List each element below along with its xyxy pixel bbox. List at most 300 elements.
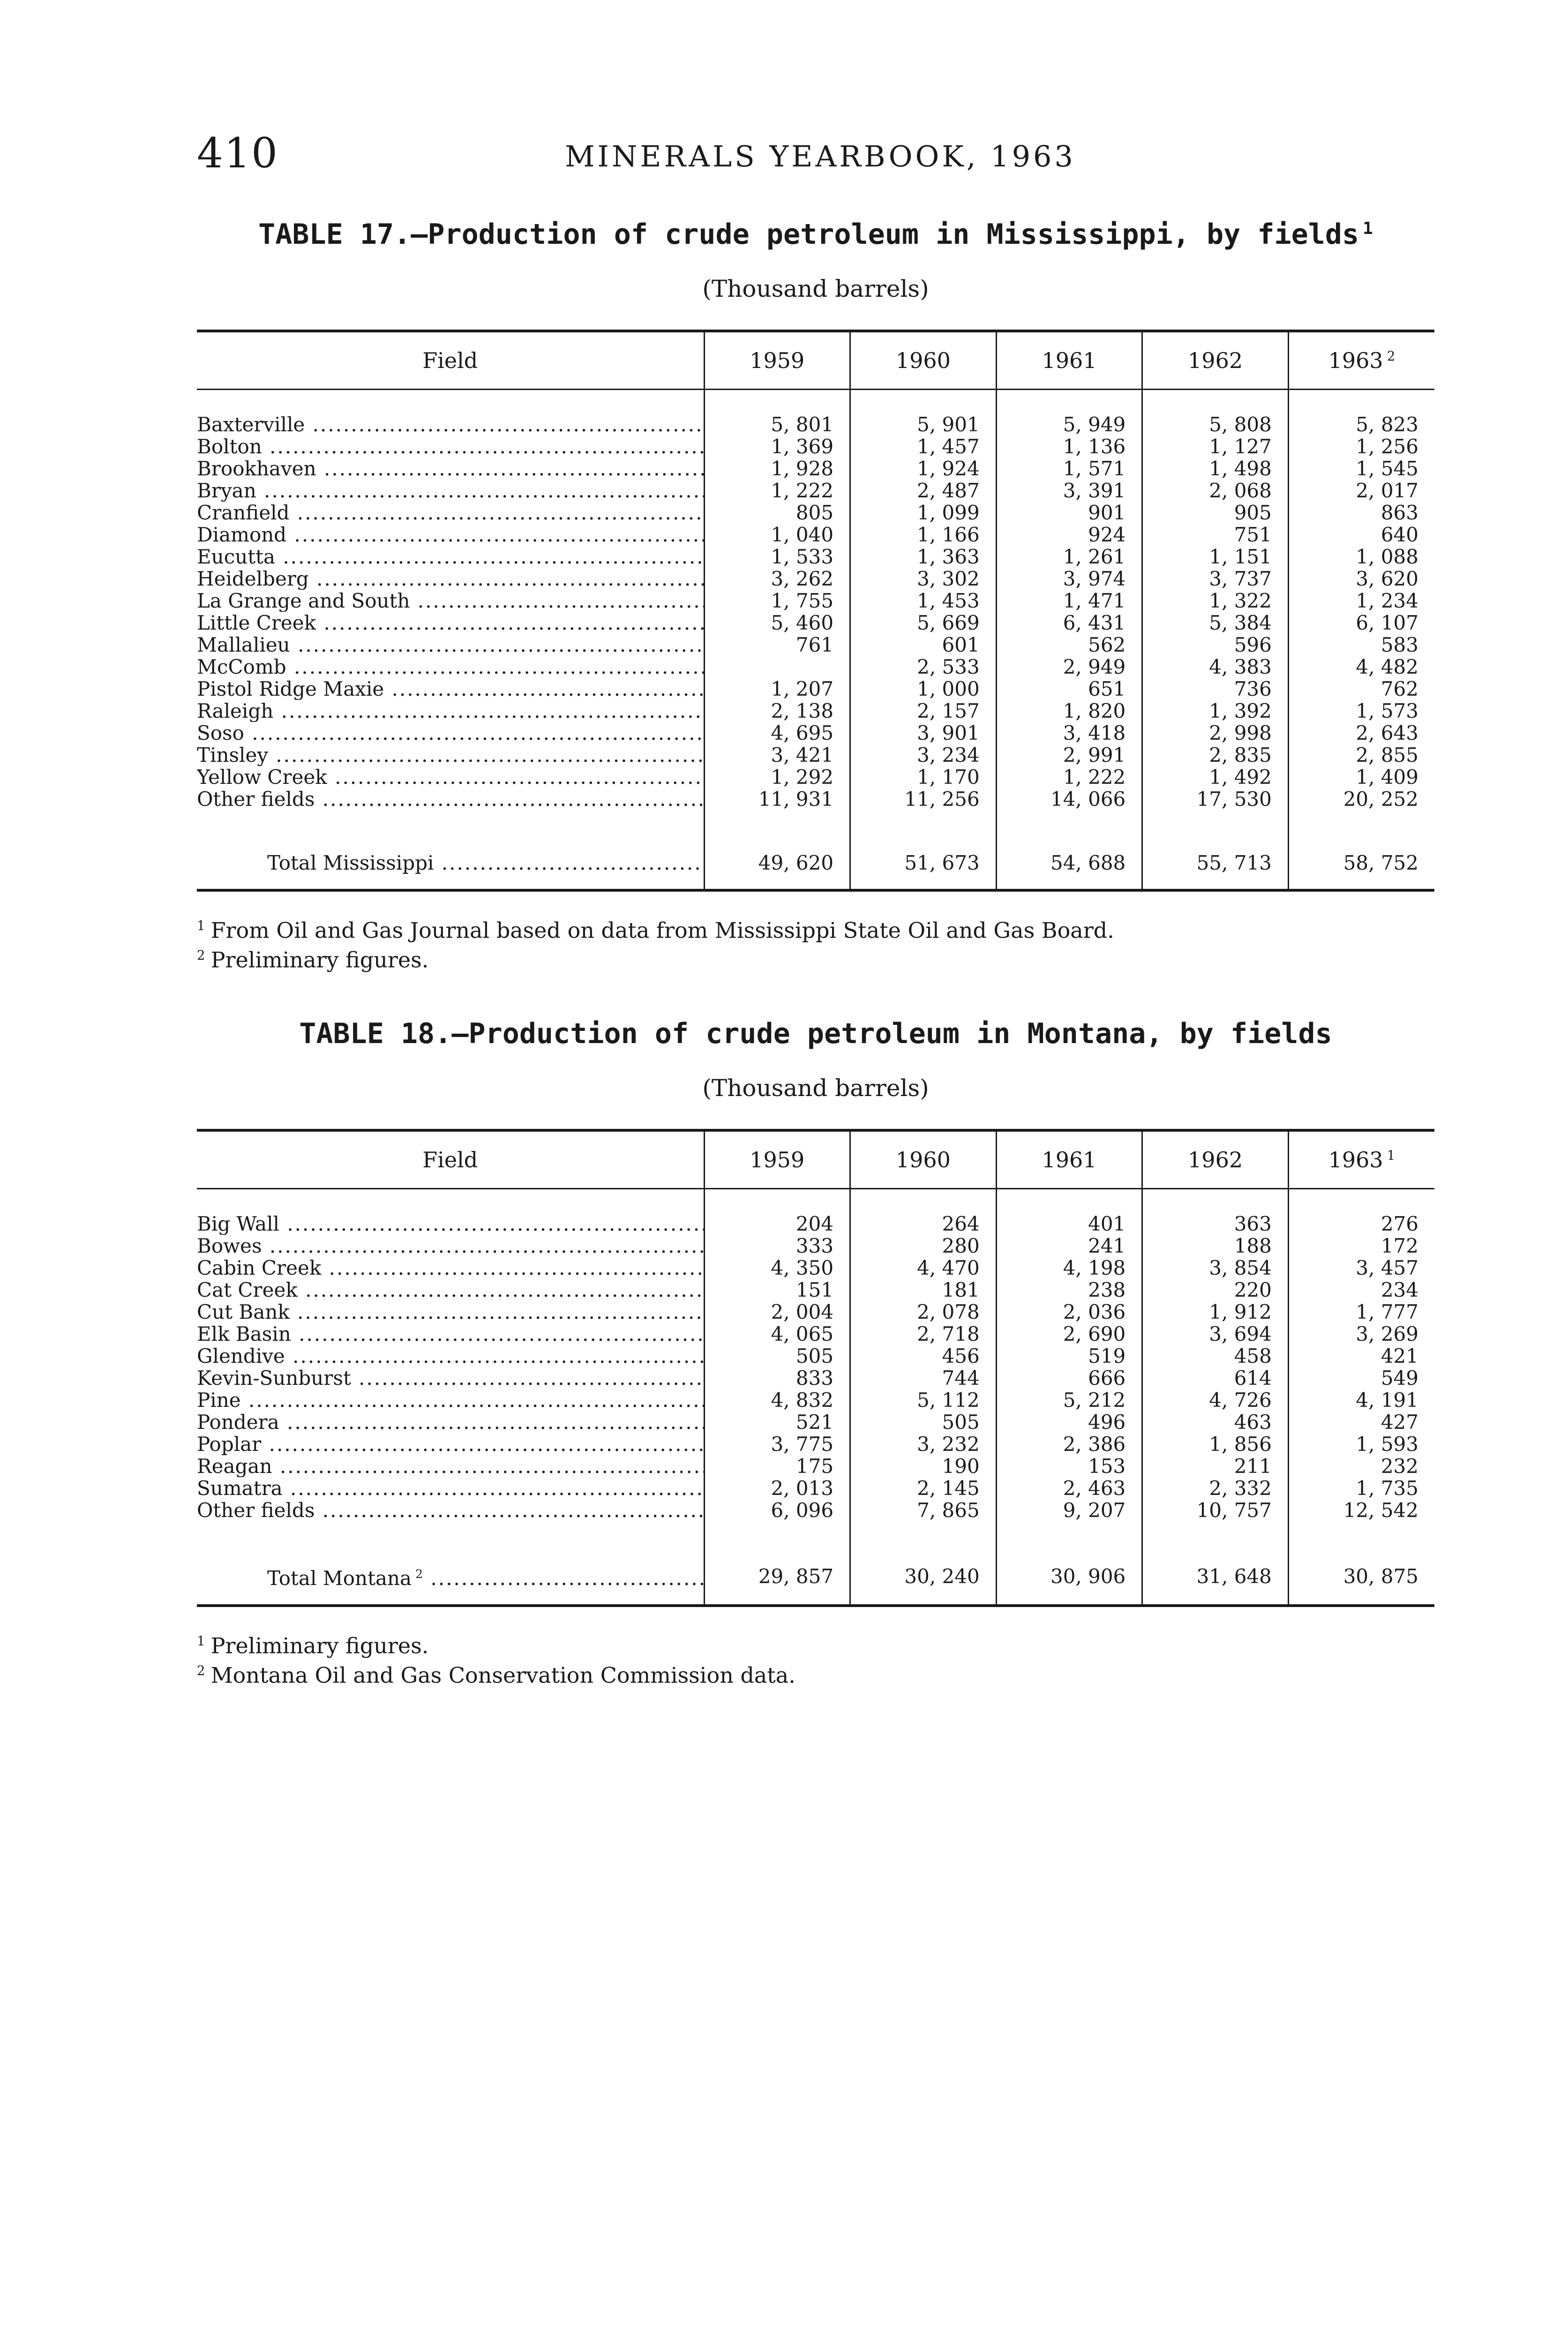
- field-name: Pondera .....: [197, 1411, 704, 1433]
- value-cell: 9, 207: [996, 1499, 1142, 1521]
- value-cell: 11, 931: [704, 788, 850, 810]
- table-row: [197, 1455, 1434, 1477]
- value-cell: 238: [996, 1279, 1142, 1301]
- value-cell: 2, 643: [1288, 722, 1434, 744]
- field-name: Mallalieu .....: [197, 634, 704, 656]
- field-name: Heidelberg .....: [197, 568, 704, 590]
- field-name: Bryan .....: [197, 480, 704, 502]
- value-cell: 2, 690: [996, 1323, 1142, 1345]
- table-17-body: [197, 390, 1434, 891]
- value-cell: 2, 036: [996, 1301, 1142, 1323]
- field-name: Other fields .....: [197, 788, 704, 810]
- field-name-cell: [197, 480, 704, 502]
- value-cell: 3, 620: [1288, 568, 1434, 590]
- table-row: [197, 436, 1434, 458]
- total-value-cell: 51, 673: [850, 837, 997, 890]
- table-18: [197, 1129, 1434, 1607]
- value-cell: 3, 694: [1142, 1323, 1289, 1345]
- footnote: [197, 943, 1434, 972]
- value-cell: 1, 151: [1142, 546, 1289, 568]
- table-row: [197, 700, 1434, 722]
- footnote-mark: 1: [197, 918, 205, 933]
- value-cell: 463: [1142, 1411, 1289, 1433]
- value-cell: 4, 695: [704, 722, 850, 744]
- field-name-cell: [197, 1279, 704, 1301]
- value-cell: 3, 302: [850, 568, 997, 590]
- value-cell: 188: [1142, 1235, 1289, 1257]
- column-header-1960: 1960: [850, 331, 997, 390]
- value-cell: 4, 350: [704, 1257, 850, 1279]
- table-17-title: [197, 218, 1434, 251]
- value-cell: 1, 924: [850, 458, 997, 480]
- column-header-1959: 1959: [704, 1130, 850, 1189]
- table-18-footnotes: [197, 1629, 1434, 1688]
- value-cell: 1, 222: [996, 766, 1142, 788]
- field-name-cell: [197, 1411, 704, 1433]
- column-header-1961: 1961: [996, 1130, 1142, 1189]
- field-name-cell: [197, 458, 704, 480]
- value-cell: 333: [704, 1235, 850, 1257]
- field-name-cell: [197, 590, 704, 612]
- value-cell: 456: [850, 1345, 997, 1367]
- value-cell: 1, 777: [1288, 1301, 1434, 1323]
- total-row: [197, 1548, 1434, 1606]
- value-cell: 1, 471: [996, 590, 1142, 612]
- field-name: Bolton .....: [197, 436, 704, 458]
- table-row: [197, 1301, 1434, 1323]
- value-cell: 3, 262: [704, 568, 850, 590]
- table-18-title: TABLE 18.—Production of crude petroleum in Montana, by fields: [299, 1017, 1332, 1050]
- field-name-cell: [197, 524, 704, 546]
- value-cell: 1, 755: [704, 590, 850, 612]
- field-name-cell: [197, 678, 704, 700]
- field-name-cell: [197, 722, 704, 744]
- value-cell: 10, 757: [1142, 1499, 1289, 1521]
- table-row: [197, 634, 1434, 656]
- table-17-title-text: TABLE 17.—Production of crude petroleum in Mississippi, by fields: [258, 218, 1359, 251]
- value-cell: 172: [1288, 1235, 1434, 1257]
- total-label-cell: [197, 837, 704, 890]
- field-name-cell: [197, 1367, 704, 1389]
- table-row: [197, 590, 1434, 612]
- value-cell: 2, 487: [850, 480, 997, 502]
- value-cell: 3, 854: [1142, 1257, 1289, 1279]
- field-name: Elk Basin .....: [197, 1323, 704, 1345]
- value-cell: 1, 369: [704, 436, 850, 458]
- value-cell: 3, 421: [704, 744, 850, 766]
- field-name-cell: [197, 700, 704, 722]
- value-cell: 421: [1288, 1345, 1434, 1367]
- value-cell: 2, 949: [996, 656, 1142, 678]
- table-row: [197, 656, 1434, 678]
- value-cell: 1, 492: [1142, 766, 1289, 788]
- value-cell: 1, 000: [850, 678, 997, 700]
- total-label-mark: 2: [415, 1567, 423, 1581]
- table-18-subtitle: (Thousand barrels): [702, 1074, 929, 1102]
- value-cell: 458: [1142, 1345, 1289, 1367]
- value-cell: 1, 820: [996, 700, 1142, 722]
- value-cell: 1, 912: [1142, 1301, 1289, 1323]
- column-header-1959: 1959: [704, 331, 850, 390]
- total-value-cell: 30, 906: [996, 1548, 1142, 1606]
- table-row: [197, 1499, 1434, 1521]
- table-row: [197, 1477, 1434, 1499]
- value-cell: 805: [704, 502, 850, 524]
- table-17-title-footnote-mark: 1: [1363, 219, 1373, 238]
- table-row: [197, 744, 1434, 766]
- value-cell: 5, 112: [850, 1389, 997, 1411]
- value-cell: 833: [704, 1367, 850, 1389]
- value-cell: 4, 726: [1142, 1389, 1289, 1411]
- value-cell: 2, 157: [850, 700, 997, 722]
- value-cell: 2, 004: [704, 1301, 850, 1323]
- table-row: [197, 1411, 1434, 1433]
- value-cell: 2, 386: [996, 1433, 1142, 1455]
- field-name: Pine .....: [197, 1389, 704, 1411]
- field-name-cell: [197, 1345, 704, 1367]
- value-cell: 5, 801: [704, 413, 850, 436]
- value-cell: 736: [1142, 678, 1289, 700]
- total-value-cell: 30, 875: [1288, 1548, 1434, 1606]
- value-cell: 3, 269: [1288, 1323, 1434, 1345]
- field-name-cell: [197, 612, 704, 634]
- value-cell: 3, 457: [1288, 1257, 1434, 1279]
- column-header-1962: 1962: [1142, 1130, 1289, 1189]
- value-cell: 762: [1288, 678, 1434, 700]
- value-cell: 901: [996, 502, 1142, 524]
- total-value-cell: 49, 620: [704, 837, 850, 890]
- field-name: Poplar .....: [197, 1433, 704, 1455]
- value-cell: 1, 545: [1288, 458, 1434, 480]
- value-cell: 1, 533: [704, 546, 850, 568]
- value-cell: 1, 099: [850, 502, 997, 524]
- column-header-1963-mark: 1: [1387, 1147, 1395, 1163]
- table-row: [197, 524, 1434, 546]
- table-row: [197, 612, 1434, 634]
- value-cell: 2, 013: [704, 1477, 850, 1499]
- field-name-cell: [197, 546, 704, 568]
- field-name: Other fields .....: [197, 1499, 704, 1521]
- total-label-text: Total Montana: [267, 1567, 412, 1590]
- value-cell: [704, 656, 850, 678]
- value-cell: 1, 166: [850, 524, 997, 546]
- value-cell: 5, 460: [704, 612, 850, 634]
- field-name-cell: [197, 436, 704, 458]
- value-cell: 3, 974: [996, 568, 1142, 590]
- total-row: [197, 837, 1434, 890]
- footnote-text: From Oil and Gas Journal based on data from Mississippi State Oil and Gas Board.: [210, 917, 1114, 943]
- table-row: [197, 480, 1434, 502]
- total-value-cell: 30, 240: [850, 1548, 997, 1606]
- value-cell: 1, 292: [704, 766, 850, 788]
- value-cell: 2, 998: [1142, 722, 1289, 744]
- value-cell: 5, 823: [1288, 413, 1434, 436]
- value-cell: 666: [996, 1367, 1142, 1389]
- value-cell: 1, 593: [1288, 1433, 1434, 1455]
- value-cell: 3, 234: [850, 744, 997, 766]
- value-cell: 6, 431: [996, 612, 1142, 634]
- table-row: [197, 1345, 1434, 1367]
- value-cell: 2, 068: [1142, 480, 1289, 502]
- table-row: [197, 1323, 1434, 1345]
- value-cell: 505: [850, 1411, 997, 1433]
- value-cell: 153: [996, 1455, 1142, 1477]
- total-value-cell: 31, 648: [1142, 1548, 1289, 1606]
- field-name: Yellow Creek .....: [197, 766, 704, 788]
- column-header-1961: 1961: [996, 331, 1142, 390]
- value-cell: 151: [704, 1279, 850, 1301]
- value-cell: 1, 856: [1142, 1433, 1289, 1455]
- value-cell: 2, 718: [850, 1323, 997, 1345]
- total-label: [267, 1567, 704, 1590]
- column-header-field: Field: [197, 331, 704, 390]
- page-header: [197, 129, 1444, 190]
- value-cell: 6, 107: [1288, 612, 1434, 634]
- table-row: [197, 1235, 1434, 1257]
- table-row: [197, 1433, 1434, 1455]
- field-name-cell: [197, 413, 704, 436]
- value-cell: 1, 088: [1288, 546, 1434, 568]
- field-name-cell: [197, 1235, 704, 1257]
- value-cell: 2, 463: [996, 1477, 1142, 1499]
- footnote-mark: 2: [197, 947, 205, 963]
- total-label-text: Total Mississippi: [267, 851, 434, 874]
- table-17-footnotes: [197, 913, 1434, 973]
- table-row: [197, 766, 1434, 788]
- total-label: [267, 851, 704, 874]
- value-cell: 4, 470: [850, 1257, 997, 1279]
- value-cell: 2, 533: [850, 656, 997, 678]
- value-cell: 905: [1142, 502, 1289, 524]
- value-cell: 2, 991: [996, 744, 1142, 766]
- field-name-cell: [197, 1433, 704, 1455]
- field-name-cell: [197, 1323, 704, 1345]
- value-cell: 1, 498: [1142, 458, 1289, 480]
- value-cell: 4, 198: [996, 1257, 1142, 1279]
- value-cell: 3, 418: [996, 722, 1142, 744]
- footnote-text: Preliminary figures.: [210, 1633, 429, 1659]
- value-cell: 2, 145: [850, 1477, 997, 1499]
- total-label-cell: [197, 1548, 704, 1606]
- value-cell: 1, 207: [704, 678, 850, 700]
- table-row: [197, 722, 1434, 744]
- field-name: Diamond .....: [197, 524, 704, 546]
- value-cell: 4, 482: [1288, 656, 1434, 678]
- table-18-header-row: [197, 1130, 1434, 1189]
- table-row: [197, 458, 1434, 480]
- value-cell: 190: [850, 1455, 997, 1477]
- value-cell: 6, 096: [704, 1499, 850, 1521]
- table-row: [197, 1367, 1434, 1389]
- footnote: [197, 1658, 1434, 1688]
- value-cell: 17, 530: [1142, 788, 1289, 810]
- value-cell: 1, 256: [1288, 436, 1434, 458]
- value-cell: 5, 384: [1142, 612, 1289, 634]
- value-cell: 11, 256: [850, 788, 997, 810]
- value-cell: 1, 127: [1142, 436, 1289, 458]
- value-cell: 276: [1288, 1213, 1434, 1235]
- value-cell: 505: [704, 1345, 850, 1367]
- total-value-cell: 29, 857: [704, 1548, 850, 1606]
- value-cell: 4, 383: [1142, 656, 1289, 678]
- table-row: [197, 788, 1434, 810]
- value-cell: 2, 138: [704, 700, 850, 722]
- column-header-1963-text: 1963: [1328, 1147, 1383, 1172]
- field-name: Cat Creek .....: [197, 1279, 704, 1301]
- value-cell: 3, 775: [704, 1433, 850, 1455]
- field-name: Cut Bank .....: [197, 1301, 704, 1323]
- value-cell: 1, 261: [996, 546, 1142, 568]
- value-cell: 234: [1288, 1279, 1434, 1301]
- footnote-mark: 1: [197, 1633, 205, 1649]
- field-name-cell: [197, 1301, 704, 1323]
- value-cell: 264: [850, 1213, 997, 1235]
- running-title: MINERALS YEARBOOK, 1963: [565, 139, 1076, 173]
- field-name: Raleigh .....: [197, 700, 704, 722]
- table-row: [197, 678, 1434, 700]
- footnote: [197, 913, 1434, 943]
- field-name: Pistol Ridge Maxie .....: [197, 678, 704, 700]
- value-cell: 1, 322: [1142, 590, 1289, 612]
- table-row: [197, 1389, 1434, 1411]
- table-row: [197, 1213, 1434, 1235]
- value-cell: 1, 222: [704, 480, 850, 502]
- value-cell: 2, 332: [1142, 1477, 1289, 1499]
- value-cell: 20, 252: [1288, 788, 1434, 810]
- value-cell: 521: [704, 1411, 850, 1433]
- field-name-cell: [197, 634, 704, 656]
- field-name: Reagan .....: [197, 1455, 704, 1477]
- value-cell: 562: [996, 634, 1142, 656]
- table-18-block: [197, 1017, 1434, 1688]
- value-cell: 2, 078: [850, 1301, 997, 1323]
- field-name-cell: [197, 1455, 704, 1477]
- value-cell: 5, 949: [996, 413, 1142, 436]
- value-cell: 241: [996, 1235, 1142, 1257]
- value-cell: 924: [996, 524, 1142, 546]
- value-cell: 175: [704, 1455, 850, 1477]
- table-row: [197, 413, 1434, 436]
- column-header-1963: [1288, 331, 1434, 390]
- table-row: [197, 502, 1434, 524]
- footnote: [197, 1629, 1434, 1658]
- value-cell: 401: [996, 1213, 1142, 1235]
- table-row: [197, 1279, 1434, 1301]
- value-cell: 863: [1288, 502, 1434, 524]
- field-name: Glendive .....: [197, 1345, 704, 1367]
- value-cell: 583: [1288, 634, 1434, 656]
- value-cell: 7, 865: [850, 1499, 997, 1521]
- value-cell: 1, 392: [1142, 700, 1289, 722]
- value-cell: 744: [850, 1367, 997, 1389]
- value-cell: 1, 571: [996, 458, 1142, 480]
- value-cell: 427: [1288, 1411, 1434, 1433]
- value-cell: 12, 542: [1288, 1499, 1434, 1521]
- field-name: Soso .....: [197, 722, 704, 744]
- value-cell: 4, 832: [704, 1389, 850, 1411]
- field-name-cell: [197, 568, 704, 590]
- field-name: Cranfield .....: [197, 502, 704, 524]
- value-cell: 220: [1142, 1279, 1289, 1301]
- value-cell: 601: [850, 634, 997, 656]
- field-name: Cabin Creek .....: [197, 1257, 704, 1279]
- value-cell: 280: [850, 1235, 997, 1257]
- column-header-1960: 1960: [850, 1130, 997, 1189]
- value-cell: 204: [704, 1213, 850, 1235]
- table-17-header-row: [197, 331, 1434, 390]
- value-cell: 549: [1288, 1367, 1434, 1389]
- column-header-field: Field: [197, 1130, 704, 1189]
- field-name: Bowes .....: [197, 1235, 704, 1257]
- value-cell: 1, 136: [996, 436, 1142, 458]
- field-name-cell: [197, 744, 704, 766]
- footnote-text: Preliminary figures.: [210, 947, 429, 973]
- value-cell: 496: [996, 1411, 1142, 1433]
- column-header-1963-mark: 2: [1387, 348, 1395, 364]
- field-name-cell: [197, 1389, 704, 1411]
- value-cell: 2, 017: [1288, 480, 1434, 502]
- column-header-1963: [1288, 1130, 1434, 1189]
- value-cell: 1, 234: [1288, 590, 1434, 612]
- field-name: Baxterville .....: [197, 413, 704, 436]
- field-name-cell: [197, 1213, 704, 1235]
- field-name: Tinsley .....: [197, 744, 704, 766]
- column-header-1963-text: 1963: [1328, 348, 1383, 373]
- value-cell: 5, 669: [850, 612, 997, 634]
- column-header-1962: 1962: [1142, 331, 1289, 390]
- field-name: Sumatra .....: [197, 1477, 704, 1499]
- value-cell: 5, 901: [850, 413, 997, 436]
- field-name: Kevin-Sunburst .....: [197, 1367, 704, 1389]
- table-18-body: [197, 1189, 1434, 1606]
- field-name-cell: [197, 788, 704, 810]
- value-cell: 1, 040: [704, 524, 850, 546]
- footnote-mark: 2: [197, 1663, 205, 1679]
- value-cell: 2, 855: [1288, 744, 1434, 766]
- value-cell: 596: [1142, 634, 1289, 656]
- value-cell: 1, 409: [1288, 766, 1434, 788]
- value-cell: 651: [996, 678, 1142, 700]
- field-name-cell: [197, 1257, 704, 1279]
- field-name-cell: [197, 1477, 704, 1499]
- value-cell: 1, 928: [704, 458, 850, 480]
- value-cell: 181: [850, 1279, 997, 1301]
- value-cell: 3, 737: [1142, 568, 1289, 590]
- total-value-cell: 54, 688: [996, 837, 1142, 890]
- value-cell: 2, 835: [1142, 744, 1289, 766]
- value-cell: 363: [1142, 1213, 1289, 1235]
- value-cell: 1, 170: [850, 766, 997, 788]
- value-cell: 5, 212: [996, 1389, 1142, 1411]
- table-row: [197, 546, 1434, 568]
- value-cell: 3, 232: [850, 1433, 997, 1455]
- page-number: 410: [197, 129, 278, 177]
- value-cell: 4, 191: [1288, 1389, 1434, 1411]
- table-17: [197, 330, 1434, 892]
- value-cell: 4, 065: [704, 1323, 850, 1345]
- value-cell: 5, 808: [1142, 413, 1289, 436]
- total-value-cell: 58, 752: [1288, 837, 1434, 890]
- field-name-cell: [197, 766, 704, 788]
- value-cell: 3, 901: [850, 722, 997, 744]
- table-row: [197, 1257, 1434, 1279]
- field-name: Brookhaven .....: [197, 458, 704, 480]
- field-name: Little Creek .....: [197, 612, 704, 634]
- value-cell: 761: [704, 634, 850, 656]
- footnote-text: Montana Oil and Gas Conservation Commission data.: [210, 1662, 795, 1688]
- value-cell: 1, 735: [1288, 1477, 1434, 1499]
- value-cell: 232: [1288, 1455, 1434, 1477]
